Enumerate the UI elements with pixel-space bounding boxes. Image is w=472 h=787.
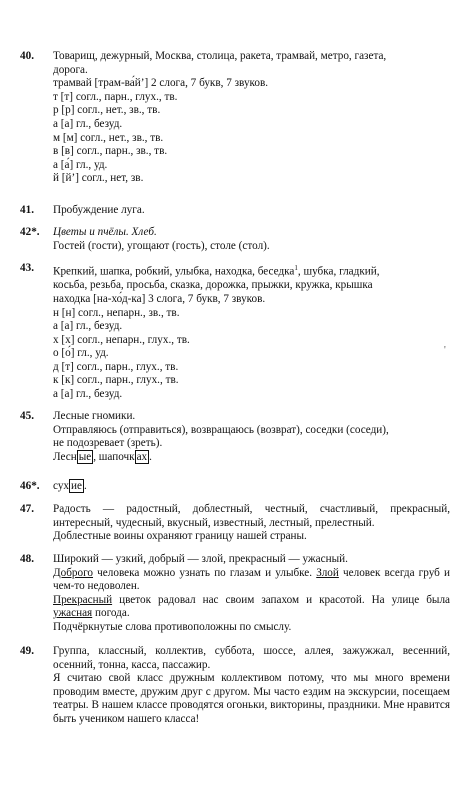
analysis-line: а [а] гл., безуд. bbox=[53, 117, 123, 130]
word-list: косьба, резьба, просьба, сказка, дорожка, прыжки, кружка, крышка bbox=[53, 279, 373, 292]
underlined-word: Злой bbox=[316, 566, 339, 579]
answer-text: Радость — радостный, доблестный, честный, счастливый, прекрасный, интересный, чудесный, вкусный, известный, лестный, прелестный. bbox=[53, 503, 450, 529]
exercise-42 bbox=[20, 226, 450, 253]
exercise-number: 43. bbox=[20, 262, 34, 274]
word-list: Товарищ, дежурный, Москва, столица, ракета, трамвай, метро, газета, bbox=[53, 50, 387, 62]
word-list: Крепкий, шапка, робкий, улыбка, находка, беседка$^1$, шубка, гладкий, bbox=[53, 264, 380, 278]
exercise-48 bbox=[20, 553, 450, 635]
analysis-line: н [н] согл., непарн., зв., тв. bbox=[53, 306, 180, 319]
word-stem: шапочк bbox=[98, 450, 135, 463]
exercise-number: 48. bbox=[20, 553, 34, 565]
answer-text: не подозревает (зреть). bbox=[53, 437, 163, 450]
exercise-49 bbox=[20, 645, 450, 727]
analysis-line: в [в] согл., парн., зв., тв. bbox=[53, 145, 168, 158]
underlined-word: Прекрасный bbox=[53, 593, 113, 606]
analysis-line: а [а́] гл., уд. bbox=[53, 158, 108, 171]
analysis-line: о [о́] гл., уд. bbox=[53, 347, 109, 360]
exercise-number: 47. bbox=[20, 503, 34, 515]
answer-text: Доблестные воины охраняют границу нашей страны. bbox=[53, 530, 307, 543]
exercise-number: 45. bbox=[20, 410, 34, 422]
exercise-40 bbox=[20, 50, 450, 186]
analysis-line: д [т] согл., парн., глух., тв. bbox=[53, 360, 179, 373]
footnote-mark: 1 bbox=[294, 264, 298, 272]
answer-text: Широкий — узкий, добрый — злой, прекрасный — ужасный. bbox=[53, 553, 348, 565]
word-stem: сух bbox=[53, 480, 70, 492]
underlined-word: ужасная bbox=[53, 607, 93, 620]
analysis-line: находка [на-хо́д-ка] 3 слога, 7 букв, 7 звуков. bbox=[53, 292, 266, 305]
word-stem: Лесн bbox=[53, 450, 77, 463]
morpheme-line: Лесн ые , шапочк ах . bbox=[53, 450, 152, 463]
analysis-line: р [р] согл., нет., зв., тв. bbox=[53, 104, 161, 117]
morpheme-line: сух ие . bbox=[53, 480, 87, 492]
margin-mark: ' bbox=[444, 345, 446, 356]
word-ending-box: ах bbox=[136, 450, 148, 463]
word-list-end: дорога. bbox=[53, 63, 88, 76]
word-ending-box: ые bbox=[78, 450, 92, 463]
exercise-43 bbox=[20, 262, 450, 402]
exercise-47 bbox=[20, 503, 450, 544]
exercise-number: 41. bbox=[20, 204, 34, 216]
word-ending-box: ие bbox=[71, 480, 82, 492]
answer-paragraph: Прекрасный цветок радовал нас своим запахом и красотой. На улице была ужасная погода. bbox=[53, 593, 450, 620]
analysis-line: т [т] согл., парн., глух., тв. bbox=[53, 90, 178, 103]
exercise-number: 49. bbox=[20, 645, 34, 657]
analysis-line: а [а] гл., безуд. bbox=[53, 320, 123, 333]
exercise-number: 40. bbox=[20, 50, 34, 62]
answer-title: Цветы и пчёлы. Хлеб. bbox=[53, 226, 157, 238]
answer-paragraph: Я считаю свой класс дружным коллективом потому, что мы много времени проводим вместе, дружим друг с другом. Мы часто ездим на экскурсии, посещаем театры. В нашем классе проводятся огоньки, викторины, праздники. Мне нравится быть учеником нашего класса! bbox=[53, 672, 450, 725]
exercise-45 bbox=[20, 410, 450, 464]
analysis-line: х [х] согл., непарн., глух., тв. bbox=[53, 333, 190, 346]
underlined-word: Доброго bbox=[53, 566, 94, 579]
answer-text: Подчёркнутые слова противоположны по смыслу. bbox=[53, 620, 292, 633]
exercise-number: 46*. bbox=[20, 480, 40, 492]
exercise-46 bbox=[20, 480, 450, 494]
word-list: Группа, классный, коллектив, суббота, шоссе, аллея, зажужжал, весенний, осенний, тонна, касса, пассажир. bbox=[53, 645, 450, 671]
analysis-line: трамвай [трам-ва́й’] 2 слога, 7 букв, 7 звуков. bbox=[53, 77, 269, 90]
analysis-line: а [а] гл., безуд. bbox=[53, 388, 123, 401]
answer-paragraph: Доброго человека можно узнать по глазам и улыбке. Злой человек всегда груб и чем-то недоволен. bbox=[53, 566, 450, 593]
analysis-line: й [й’] согл., нет, зв. bbox=[53, 172, 144, 185]
answer-text: Отправляюсь (отправиться), возвращаюсь (возврат), соседки (соседи), bbox=[53, 423, 389, 436]
analysis-line: м [м] согл., нет., зв., тв. bbox=[53, 131, 164, 144]
answer-text: Пробуждение луга. bbox=[53, 204, 145, 216]
exercise-41 bbox=[20, 204, 450, 218]
exercise-number: 42*. bbox=[20, 226, 40, 238]
answer-title: Лесные гномики. bbox=[53, 410, 136, 422]
answer-text: Гостей (гости), угощают (гость), столе (стол). bbox=[53, 239, 270, 252]
analysis-line: к [к] согл., парн., глух., тв. bbox=[53, 374, 179, 387]
